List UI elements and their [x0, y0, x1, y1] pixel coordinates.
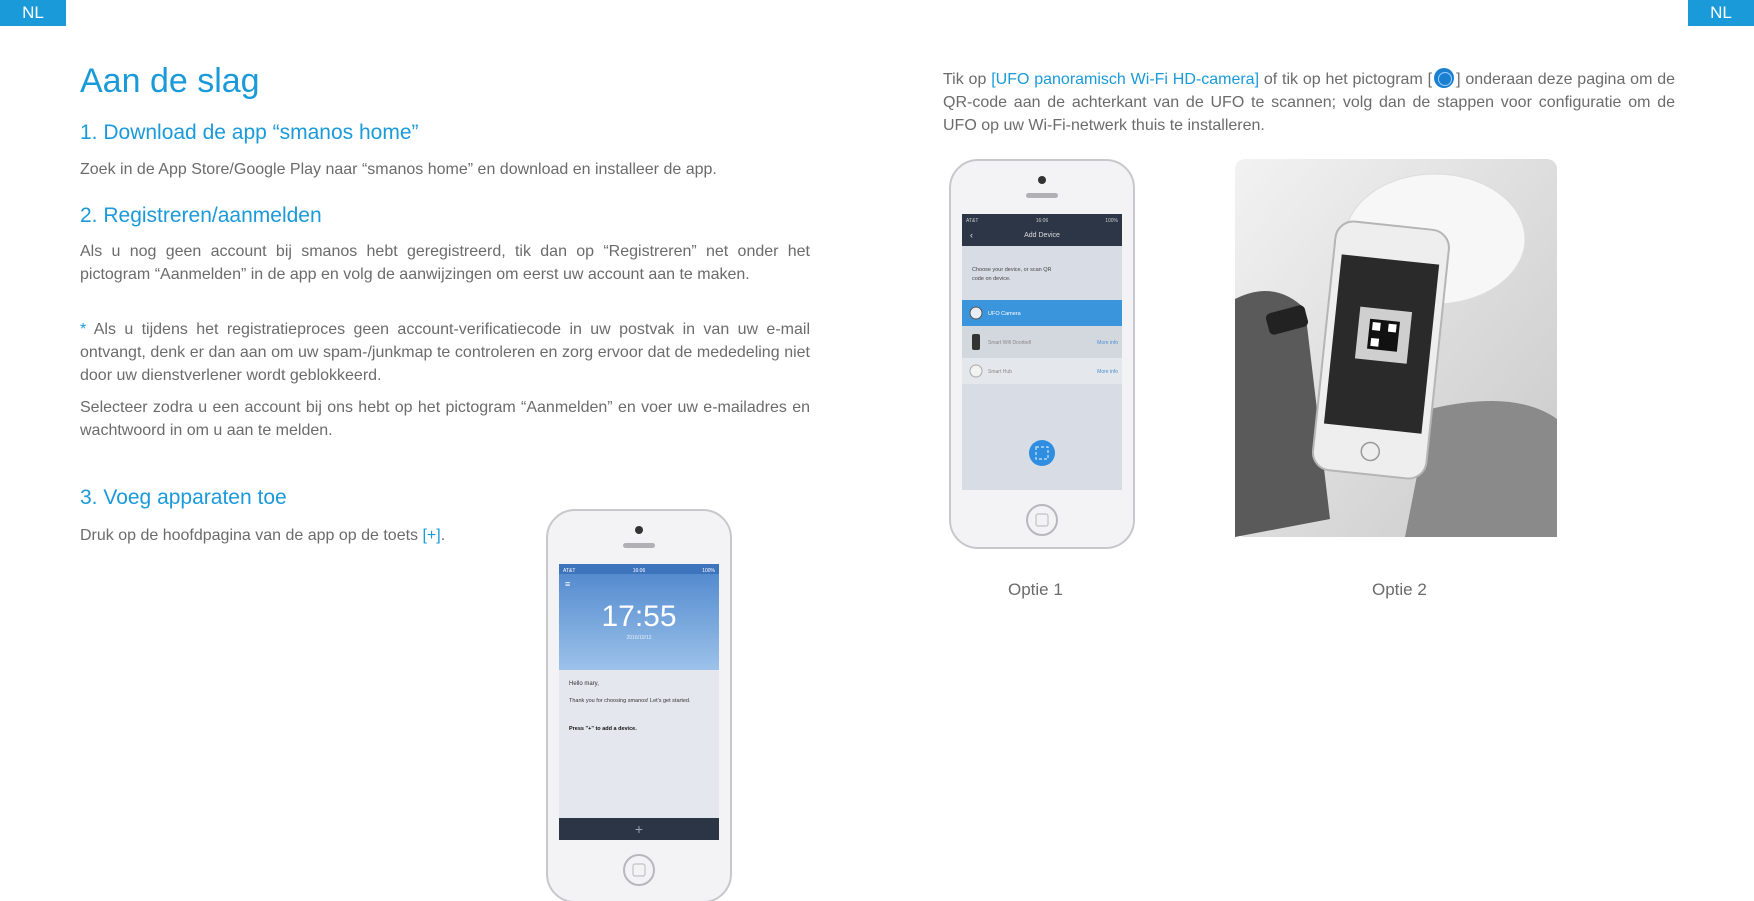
qr-scan-button	[1029, 440, 1055, 466]
phone-camera	[1038, 176, 1046, 184]
device-item-label: Smart Wifi Doorbell	[988, 340, 1032, 346]
status-time: 16:06	[632, 568, 646, 574]
doorbell-icon	[972, 334, 980, 350]
step-3-text	[80, 524, 520, 547]
phone-speaker	[623, 543, 655, 548]
status-time: 16:06	[1035, 218, 1049, 224]
photo-scanning-qr-code	[1235, 159, 1557, 537]
phone-camera	[635, 526, 643, 534]
qr-code	[1367, 319, 1400, 352]
add-button-reference: [+]	[422, 527, 441, 544]
device-item-ufo-highlight	[962, 300, 1122, 326]
phone-home-screen-illustration	[545, 508, 735, 901]
page-title: Aan de slag	[80, 62, 260, 100]
ufo-camera-icon	[970, 307, 982, 319]
qr-code-corner	[1388, 324, 1397, 333]
instruction-text-2: of tik op het pictogram [	[1259, 71, 1433, 88]
step-1-text: Zoek in de App Store/Google Play naar “smanos home” en download en installeer de app.	[80, 161, 717, 178]
date-display: 2016/10/12	[626, 635, 652, 641]
status-carrier: AT&T	[563, 568, 576, 574]
plus-icon: +	[634, 821, 644, 837]
clock-display: 17:55	[601, 600, 677, 633]
step-2-note-text: Als u tijdens het registratieproces geen account-verificatiecode in uw postvak in van uw e-mail ontvangt, denk er dan aan om uw spam-/junkmap te controleren en zorg ervoor dat de mededeling niet door uw dienstverlener wordt geblokkeerd.	[80, 321, 810, 384]
welcome-message: Thank you for choosing smanos! Let's get started.	[569, 698, 691, 704]
step-3-text-after: .	[440, 527, 446, 544]
step-2-heading: 2. Registreren/aanmelden	[80, 204, 322, 227]
device-item-more: More info	[1097, 369, 1118, 375]
step-2-paragraph-3: Selecteer zodra u een account bij ons hebt op het pictogram “Aanmelden” en voer uw e-mailadres en wachtwoord in om u aan te melden.	[80, 399, 810, 439]
status-battery: 100%	[1105, 218, 1118, 224]
back-chevron-icon: ‹	[970, 230, 973, 240]
instruction-paragraph	[943, 68, 1675, 137]
option-1-caption: Optie 1	[1008, 580, 1063, 599]
screen-subtitle-line1: Choose your device, or scan QR	[972, 267, 1052, 273]
screen-subtitle-line2: code on device.	[972, 276, 1011, 282]
device-item-label: UFO Camera	[988, 311, 1021, 317]
step-2-paragraph-2	[80, 318, 810, 387]
screen-title: Add Device	[1024, 232, 1060, 239]
device-item-label: Smart Hub	[988, 369, 1012, 375]
qr-code-corner	[1370, 338, 1379, 347]
instruction-text-3: ] onderaan deze pagina om de QR-code aan de achterkant van de UFO te scannen; volg dan de stappen voor configuratie om de UFO op uw Wi-Fi-netwerk thuis te installeren.	[943, 71, 1676, 134]
hub-icon	[970, 365, 982, 377]
status-carrier: AT&T	[966, 218, 979, 224]
add-device-instruction: Press "+" to add a device.	[569, 726, 637, 732]
qr-code-corner	[1372, 322, 1381, 331]
option-2-caption: Optie 2	[1372, 580, 1427, 599]
ufo-camera-option-reference: [UFO panoramisch Wi-Fi HD-camera]	[991, 71, 1260, 88]
step-3-heading: 3. Voeg apparaten toe	[80, 486, 287, 509]
asterisk-note-marker: *	[80, 321, 87, 338]
step-3-text-before: Druk op de hoofdpagina van de app op de toets	[80, 527, 423, 544]
phone-speaker	[1026, 193, 1058, 198]
instruction-text-1: Tik op	[943, 71, 992, 88]
phone-add-device-illustration	[948, 158, 1138, 551]
language-tag-right: NL	[1688, 0, 1754, 26]
language-tag-left: NL	[0, 0, 66, 26]
menu-icon: ≡	[565, 579, 571, 589]
step-2-paragraph-1: Als u nog geen account bij smanos hebt geregistreerd, tik dan op “Registreren” net onder het pictogram “Aanmelden” in de app en volg de aanwijzingen om eerst uw account aan te maken.	[80, 243, 810, 283]
qr-scan-icon	[1434, 68, 1454, 88]
greeting-text: Hello mary,	[569, 681, 599, 687]
status-battery: 100%	[702, 568, 715, 574]
step-1-heading: 1. Download de app “smanos home”	[80, 121, 419, 144]
device-item-more: More info	[1097, 340, 1118, 346]
